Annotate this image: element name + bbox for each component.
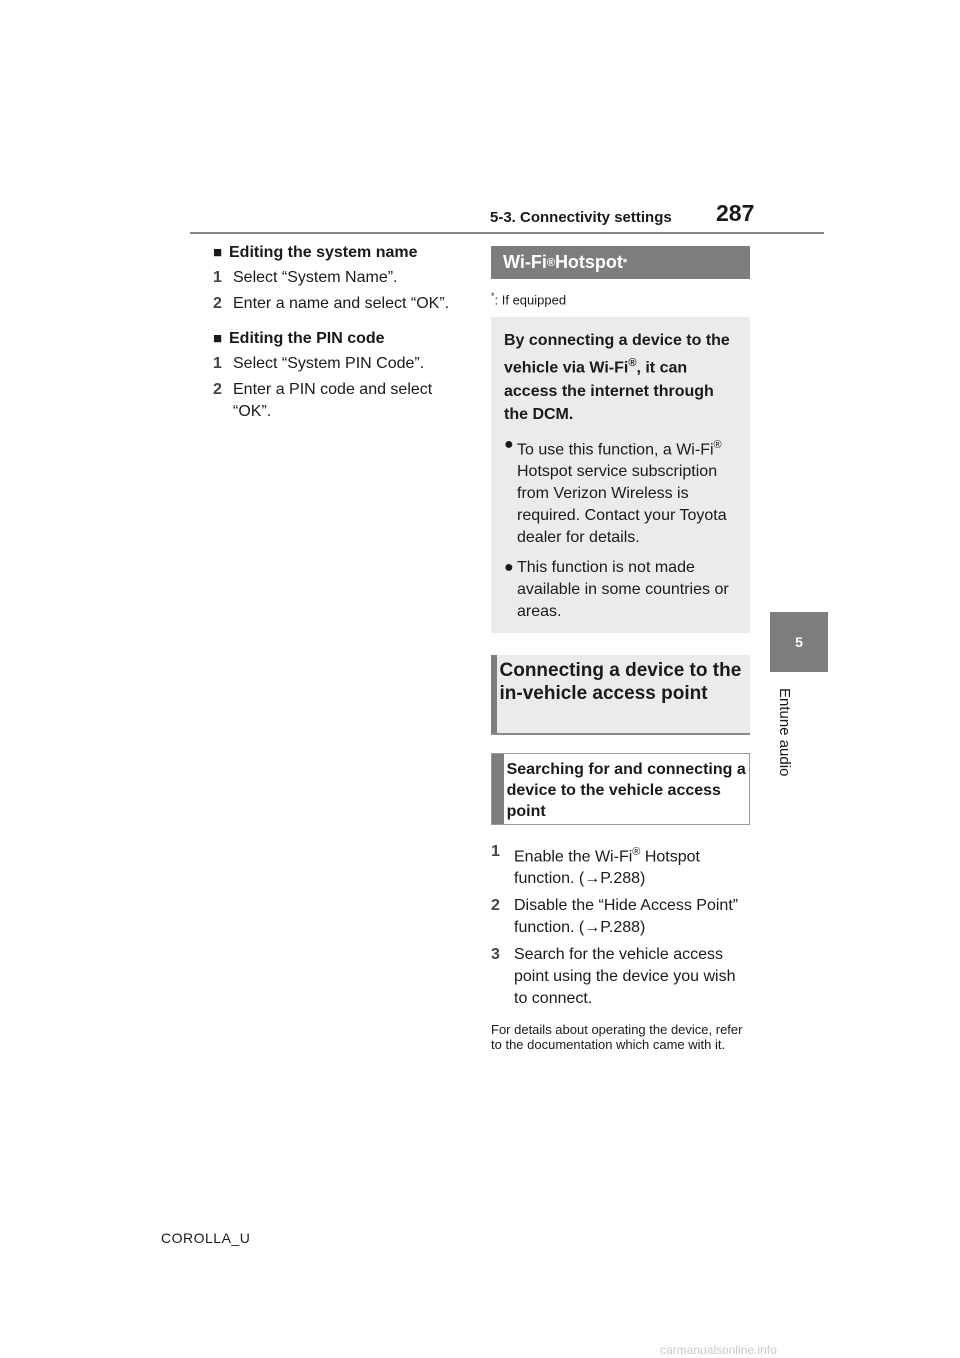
- header-divider: [190, 232, 824, 234]
- connect-step-3: 3 Search for the vehicle access point using the device you wish to connect.: [491, 946, 736, 1008]
- edit-name-heading: ■ Editing the system name: [213, 244, 418, 261]
- right-column: [491, 246, 750, 1052]
- registered-mark: ®: [546, 256, 555, 269]
- square-bullet-icon: ■: [213, 244, 223, 261]
- connect-step-1: 1 Enable the Wi-Fi® Hotspot function. (→P.288): [491, 842, 700, 888]
- subsection-heading: Searching for and connecting a device to the vehicle access point: [491, 753, 750, 825]
- info-bullet-1: ● To use this function, a Wi-Fi® Hotspot service subscription from Verizon Wireless is required. Contact your Toyota dealer for details.: [504, 435, 727, 546]
- connect-steps: [491, 841, 750, 1010]
- connect-step-2: 2 Disable the “Hide Access Point” function. (→P.288): [491, 897, 739, 937]
- info-box: [491, 317, 750, 633]
- edit-name-step-2: 2 Enter a name and select “OK”.: [213, 295, 450, 312]
- square-bullet-icon: ■: [213, 330, 223, 347]
- page-number: 287: [716, 200, 755, 226]
- chapter-tab: 5: [770, 612, 828, 672]
- section-heading: Connecting a device to the in-vehicle access point: [491, 655, 750, 735]
- edit-name-step-1: 1 Select “System Name”.: [213, 269, 398, 286]
- footnote: *: If equipped: [491, 291, 567, 308]
- chapter-label: Entune audio: [776, 688, 793, 777]
- edit-pin-heading: ■ Editing the PIN code: [213, 330, 385, 347]
- edit-pin-step-2: 2 Enter a PIN code and select “OK”.: [213, 381, 433, 420]
- subheading-accent-bar: [492, 754, 504, 824]
- left-column: [213, 243, 473, 423]
- footnote-marker: *: [622, 256, 628, 269]
- documentation-note: For details about operating the device, refer to the documentation which came with it.: [491, 1022, 743, 1053]
- info-lead: By connecting a device to the vehicle via Wi-Fi®, it can access the internet through the DCM.: [504, 332, 730, 423]
- info-bullet-2: ● This function is not made available in some countries or areas.: [504, 558, 729, 620]
- round-bullet-icon: ●: [504, 558, 514, 576]
- watermark: carmanualsonline.info: [660, 1343, 777, 1357]
- edit-pin-step-1: 1 Select “System PIN Code”.: [213, 355, 425, 372]
- hotspot-title: Wi-Fi ® Hotspot *: [491, 246, 750, 279]
- model-code: COROLLA_U: [161, 1230, 251, 1246]
- section-title: 5-3. Connectivity settings: [490, 209, 672, 226]
- round-bullet-icon: ●: [504, 435, 514, 453]
